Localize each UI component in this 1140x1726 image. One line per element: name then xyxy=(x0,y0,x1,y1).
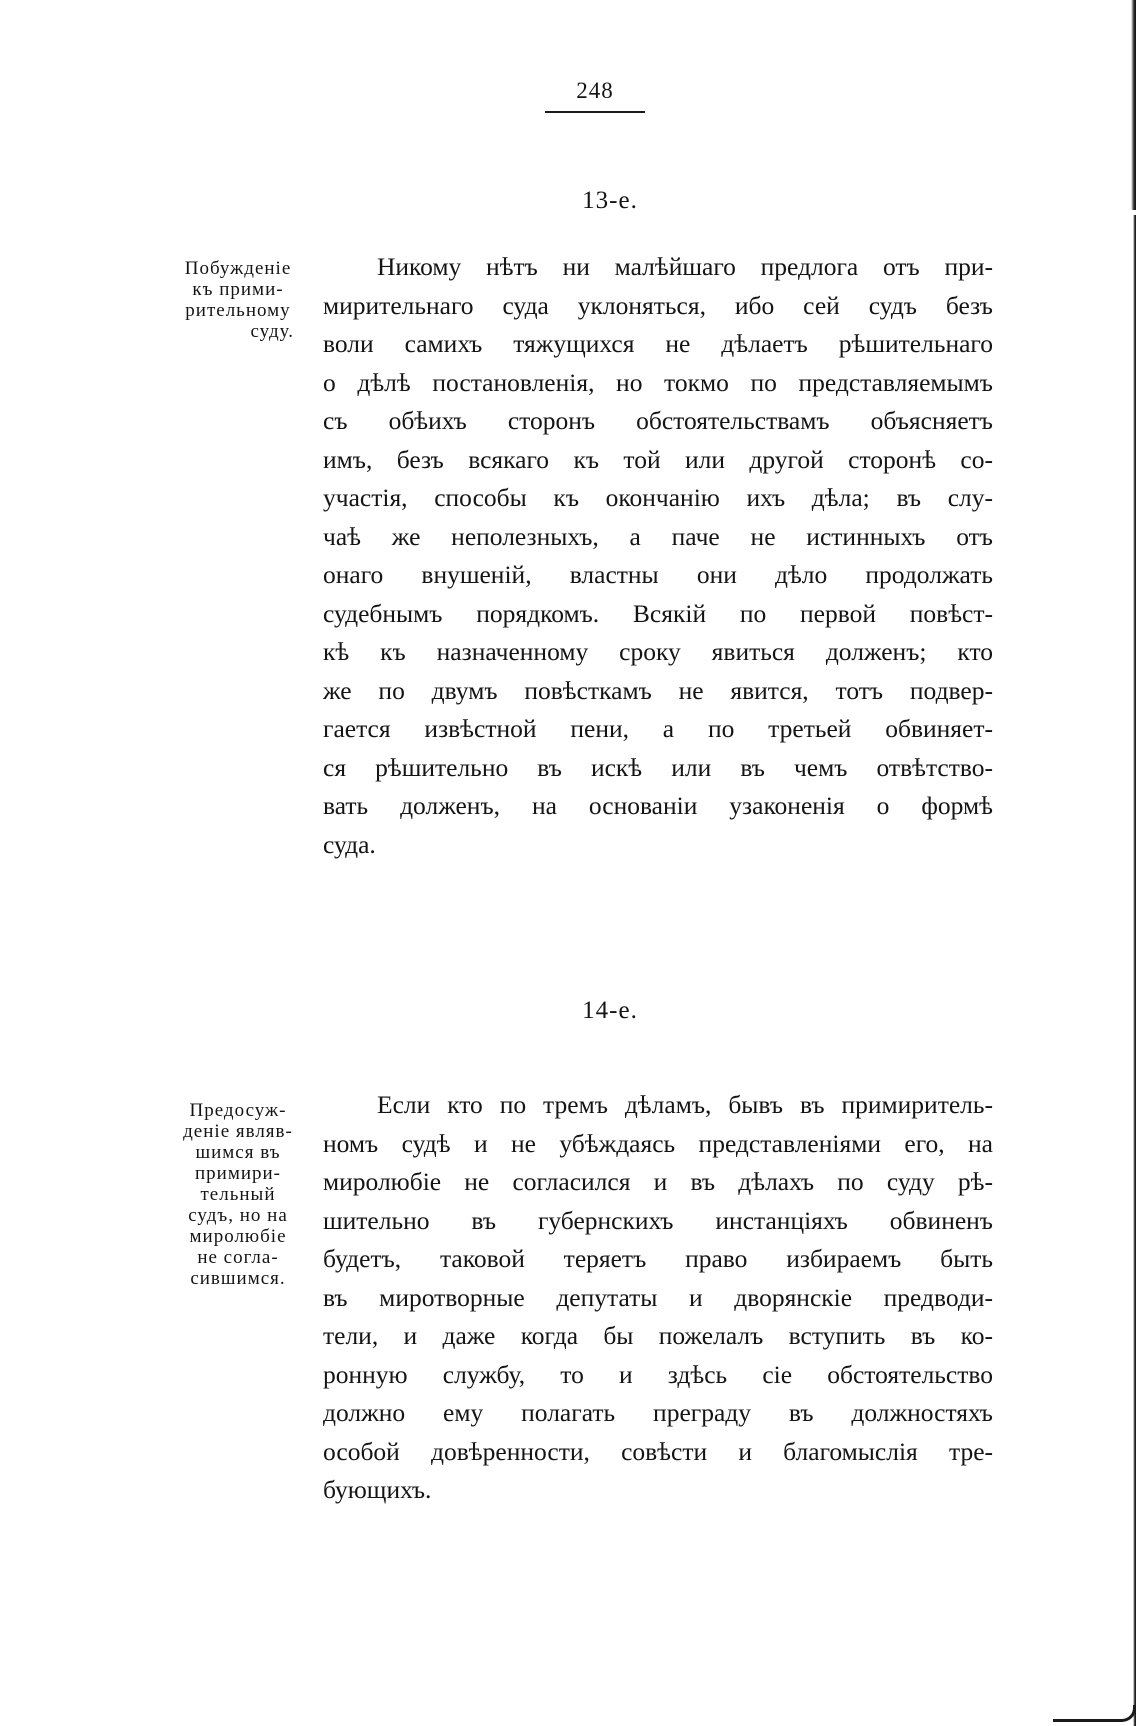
text-line: участія, способы къ окончанію ихъ дѣла; въ слу- xyxy=(323,483,993,512)
binding-edge-upper xyxy=(1131,0,1136,210)
paragraph-13 xyxy=(323,248,993,864)
margin-note-14 xyxy=(168,1100,308,1289)
page-corner-curl xyxy=(1053,1705,1136,1722)
text-line: должно ему полагать преграду въ должностяхъ xyxy=(323,1398,993,1427)
margin-note-line: примири- xyxy=(194,1163,282,1184)
text-line: ронную службу, то и здѣсь сіе обстоятельство xyxy=(323,1359,993,1389)
binding-edge-lower xyxy=(1133,215,1136,1726)
section-heading-13: 13-е. xyxy=(582,187,638,214)
section-heading-14: 14-е. xyxy=(582,997,638,1024)
margin-note-line: сившимся. xyxy=(190,1268,286,1289)
text-line: судебнымъ порядкомъ. Всякій по первой повѣст- xyxy=(323,598,993,628)
text-line: воли самихъ тяжущихся не дѣлаетъ рѣшительнаго xyxy=(323,329,993,358)
text-line: будетъ, таковой теряетъ право избираемъ быть xyxy=(323,1244,993,1273)
margin-note-line: тельный xyxy=(200,1184,276,1205)
text-line: мирительнаго суда уклоняться, ибо сей судъ безъ xyxy=(323,290,993,320)
text-line: кѣ къ назначенному сроку явиться долженъ; кто xyxy=(323,637,993,666)
text-line: же по двумъ повѣсткамъ не явится, тотъ подвер- xyxy=(323,675,993,705)
paragraph-14 xyxy=(323,1086,993,1510)
page-number-rule xyxy=(545,111,645,113)
text-line: особой довѣренности, совѣсти и благомыслія тре- xyxy=(323,1436,993,1466)
text-line: ся рѣшительно въ искѣ или въ чемъ отвѣтство- xyxy=(323,752,993,782)
text-line: суда. xyxy=(323,829,376,859)
text-line: чаѣ же неполезныхъ, а паче не истинныхъ отъ xyxy=(323,521,993,551)
text-line: номъ судѣ и не убѣждаясь представленіями его, на xyxy=(323,1128,993,1158)
margin-note-line: деніе являв- xyxy=(183,1121,293,1142)
margin-note-line: къ прими- xyxy=(192,279,284,300)
text-line: гается извѣстной пени, а по третьей обвиняет- xyxy=(323,714,993,743)
margin-note-13 xyxy=(168,258,308,342)
page-number: 248 xyxy=(576,78,614,103)
margin-note-line: не согла- xyxy=(197,1247,279,1268)
margin-note-line: шимся въ xyxy=(195,1142,281,1163)
text-line: съ обѣихъ сторонъ обстоятельствамъ объясняетъ xyxy=(323,406,993,435)
text-line: Никому нѣтъ ни малѣйшаго предлога отъ при- xyxy=(377,252,993,281)
text-line: вать долженъ, на основаніи узаконенія о формѣ xyxy=(323,791,993,820)
text-line: онаго внушеній, властны они дѣло продолжать xyxy=(323,560,993,589)
text-line: бующихъ. xyxy=(323,1475,432,1504)
margin-note-line: рительному xyxy=(185,300,291,321)
text-line: имъ, безъ всякаго къ той или другой сторонѣ со- xyxy=(323,444,993,474)
text-line: шительно въ губернскихъ инстанціяхъ обвиненъ xyxy=(323,1205,993,1235)
text-line: Если кто по тремъ дѣламъ, бывъ въ примиритель- xyxy=(377,1090,993,1119)
margin-note-line: судъ, но на xyxy=(188,1205,288,1226)
margin-note-line: Предосуж- xyxy=(189,1100,287,1121)
text-line: о дѣлѣ постановленія, но токмо по представляемымъ xyxy=(323,367,993,397)
margin-note-line: миролюбіе xyxy=(189,1226,287,1247)
margin-note-line: суду. xyxy=(250,321,294,342)
text-line: тели, и даже когда бы пожелалъ вступить въ ко- xyxy=(323,1321,993,1350)
margin-note-line: Побужденіе xyxy=(184,258,292,279)
text-line: миролюбіе не согласился и въ дѣлахъ по суду рѣ- xyxy=(323,1167,993,1196)
text-line: въ миротворные депутаты и дворянскіе предводи- xyxy=(323,1282,993,1312)
